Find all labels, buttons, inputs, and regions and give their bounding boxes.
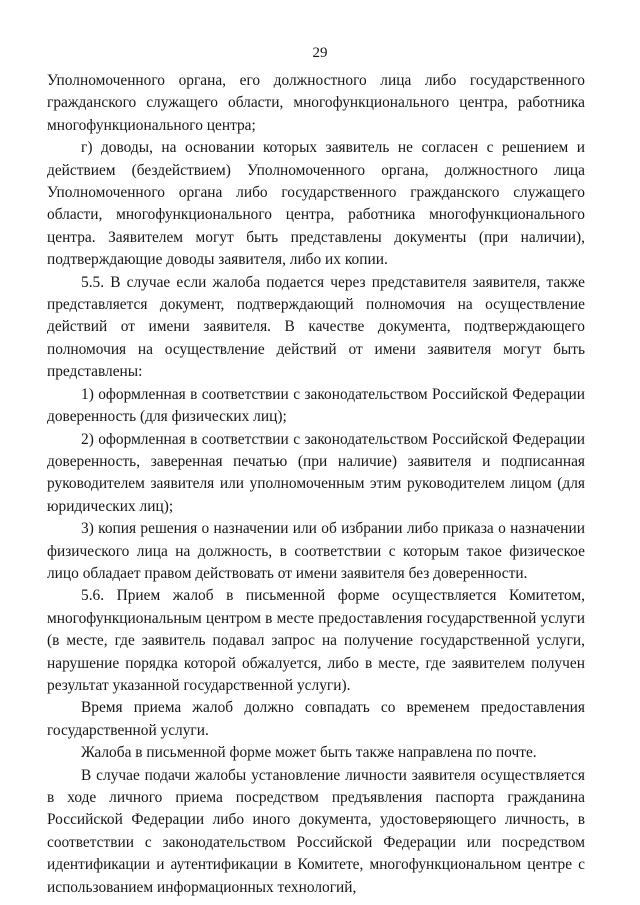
list-item-1: 1) оформленная в соответствии с законодательством Российской Федерации доверенность (для физических лиц);: [47, 385, 585, 426]
paragraph-section-5-5: 5.5. В случае если жалоба подается через представителя заявителя, также представляется документ, подтверждающий полномочия на осуществление действий от имени заявителя. В качестве документа, подтверждающего полномочия на осуществление действий от имени заявителя могут быть представлены:: [47, 273, 585, 381]
paragraph-postal-complaint: Жалоба в письменной форме может быть также направлена по почте.: [81, 744, 537, 762]
list-item-2: 2) оформленная в соответствии с законодательством Российской Федерации доверенность, заверенная печатью (при наличие) заявителя и подписанная руководителем заявителя или уполномоченным этим руководителем лицом (для юридических лиц);: [47, 430, 585, 515]
paragraph-section-5-6: 5.6. Прием жалоб в письменной форме осуществляется Комитетом, многофункциональным центром в месте предоставления государственной услуги (в месте, где заявитель подавал запрос на получение государственной услуги, нарушение порядка которой обжалуется, либо в месте, где заявителем получен результат указанной государственной услуги).: [47, 587, 585, 694]
document-body: [47, 70, 585, 899]
list-item-3: 3) копия решения о назначении или об избрании либо приказа о назначении физического лица на должность, в соответствии с которым такое физическое лицо обладает правом действовать от имени заявителя без доверенности.: [47, 520, 585, 582]
paragraph-reception-time: Время приема жалоб должно совпадать со временем предоставления государственной услуги.: [47, 699, 585, 739]
page-number: 29: [312, 45, 328, 61]
paragraph-identity-verification: В случае подачи жалобы установление личности заявителя осуществляется в ходе личного приема посредством предъявления паспорта гражданина Российской Федерации либо иного документа, удостоверяющего личность, в соответствии с законодательством Российской Федерации или посредством идентификации и аутентификации в Комитете, многофункциональном центре с использованием информационных технологий,: [47, 766, 585, 896]
paragraph-continuation: Уполномоченного органа, его должностного лица либо государственного гражданского служащего области, многофункционального центра, работника многофункционального центра;: [47, 72, 585, 134]
paragraph-item-g: г) доводы, на основании которых заявитель не согласен с решением и действием (бездействием) Уполномоченного органа, должностного лица Уполномоченного органа либо государственного гражданского служащего области, многофункционального центра, работника многофункционального центра. Заявителем могут быть представлены документы (при наличии), подтверждающие доводы заявителя, либо их копии.: [47, 139, 585, 269]
